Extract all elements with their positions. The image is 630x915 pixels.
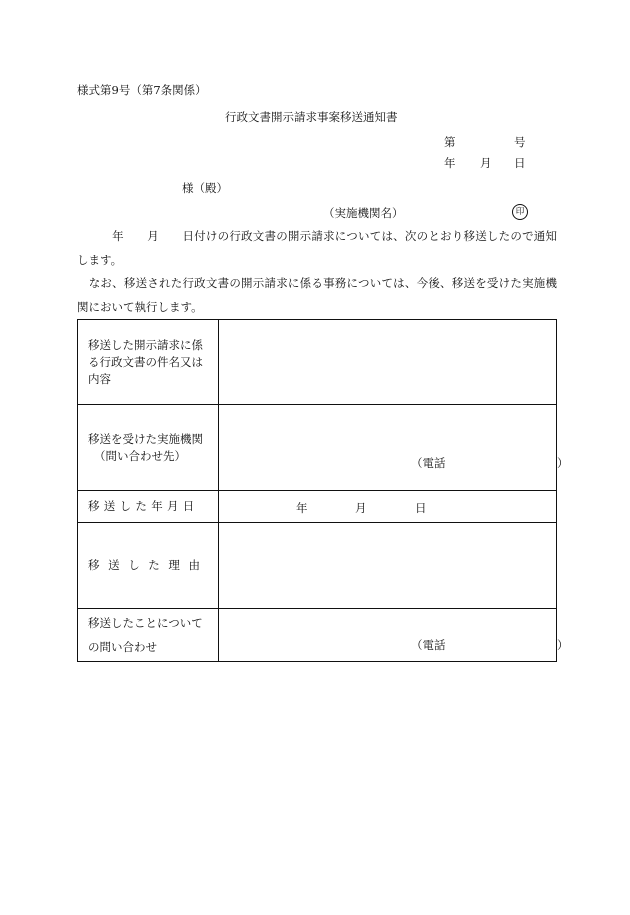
document-number-label: 第 <box>444 135 456 149</box>
request-subject-label: 移送した開示請求に係る行政文書の件名又は内容 <box>78 320 219 405</box>
receiving-agency-label-cell <box>78 405 219 491</box>
addressee-label: 様（殿） <box>182 181 228 195</box>
inquiry-phone-label: （電話 <box>411 638 446 652</box>
transfer-reason-label: 移送した理由 <box>78 523 219 609</box>
table-row <box>78 320 557 405</box>
transfer-inquiry-field[interactable] <box>219 609 569 662</box>
inquiry-phone-close: ） <box>557 638 569 652</box>
issue-date-year: 年 <box>444 156 456 170</box>
transfer-details-table <box>77 319 569 662</box>
issue-date-day: 日 <box>514 156 526 170</box>
table-row <box>78 523 557 609</box>
transfer-date-day: 日 <box>415 501 427 515</box>
receiving-agency-label: 移送を受けた実施機関 <box>88 431 203 446</box>
table-row <box>78 405 557 491</box>
receiving-agency-phone-close: ） <box>557 456 569 470</box>
transfer-date-field[interactable] <box>219 491 557 523</box>
transfer-inquiry-label: 移送したことについての問い合わせ <box>78 609 219 662</box>
seal-mark: 印 <box>512 204 528 220</box>
document-number-suffix: 号 <box>514 135 526 149</box>
transfer-date-month: 月 <box>355 501 367 515</box>
document-title: 行政文書開示請求事案移送通知書 <box>225 110 398 124</box>
request-subject-field[interactable] <box>219 320 557 405</box>
issue-date-month: 月 <box>480 156 492 170</box>
transfer-date-year: 年 <box>296 501 308 515</box>
table-row <box>78 491 557 523</box>
transfer-date-label: 移送した年月日 <box>78 491 219 523</box>
body-paragraph-1: 年 月 日付けの行政文書の開示請求については、次のとおり移送したので通知します。 <box>77 229 557 267</box>
table-row <box>78 609 557 662</box>
contact-sublabel: （問い合わせ先） <box>94 448 186 463</box>
form-number-label: 様式第9号（第7条関係） <box>77 83 207 97</box>
receiving-agency-field[interactable] <box>219 405 569 491</box>
body-paragraph-2: なお、移送された行政文書の開示請求に係る事務については、今後、移送を受けた実施機関において執行します。 <box>77 276 557 314</box>
transfer-reason-field[interactable] <box>219 523 557 609</box>
agency-name-label: （実施機関名） <box>323 206 404 220</box>
receiving-agency-phone-label: （電話 <box>411 456 446 470</box>
